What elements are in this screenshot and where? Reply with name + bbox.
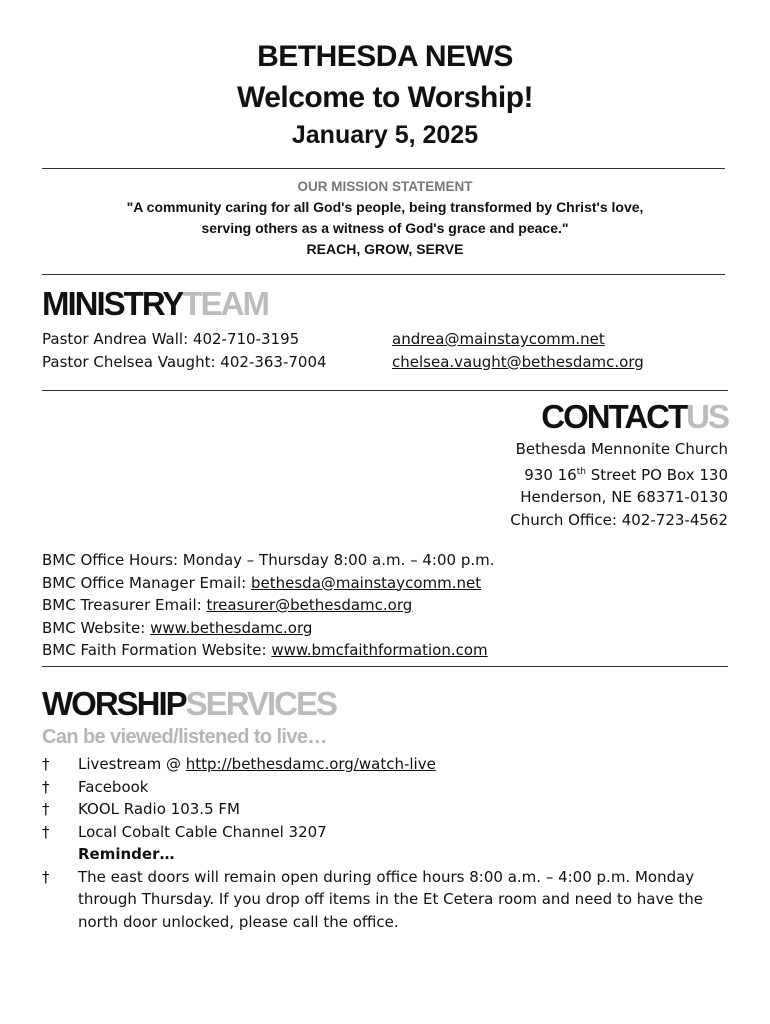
reminder-label: Reminder… (78, 845, 175, 863)
heading-dark-part: CONTACT (541, 398, 687, 435)
city-state-zip: Henderson, NE 68371-0130 (520, 488, 728, 506)
cross-icon: † (42, 822, 50, 841)
heading-light-part: US (686, 398, 728, 435)
welcome-heading: Welcome to Worship! (236, 81, 534, 114)
divider (42, 168, 725, 169)
list-item: † Livestream @ http://bethesdamc.org/watch-live (42, 753, 732, 776)
mission-statement (0, 176, 770, 260)
reminder-text: The east doors will remain open during office hours 8:00 a.m. – 4:00 p.m. Monday through Thursday. If you drop off items in the Et Cetera room and need to have the north door unlocked, please call the office. (78, 867, 703, 931)
ministry-team-heading (42, 285, 268, 323)
church-office-phone: Church Office: 402-723-4562 (510, 510, 728, 529)
website-link[interactable]: www.bethesdamc.org (150, 618, 313, 637)
cross-icon: † (42, 800, 50, 818)
list-item: † Local Cobalt Cable Channel 3207 (42, 821, 732, 844)
faith-formation-website: BMC Faith Formation Website: www.bmcfaithformation.com (42, 641, 488, 659)
list-item: † Facebook (42, 776, 732, 799)
pastor-name-phone: Pastor Andrea Wall: 402-710-3195 (42, 330, 300, 348)
office-manager-email: BMC Office Manager Email: bethesda@mainstaycomm.net (42, 573, 482, 592)
list-item: † KOOL Radio 103.5 FM (42, 798, 732, 821)
pastor-email-link[interactable]: andrea@mainstaycomm.net (392, 330, 605, 348)
divider (42, 666, 728, 667)
email-link[interactable]: treasurer@bethesdamc.org (206, 596, 413, 614)
worship-services-heading (42, 685, 336, 723)
treasurer-email: BMC Treasurer Email: treasurer@bethesdamc.org (42, 596, 413, 614)
mission-motto: REACH, GROW, SERVE (306, 241, 464, 257)
mission-line: serving others as a witness of God's grace and peace." (201, 220, 569, 236)
contact-address (510, 438, 728, 531)
email-link[interactable]: bethesda@mainstaycomm.net (250, 573, 482, 592)
newsletter-date: January 5, 2025 (291, 121, 479, 149)
divider (42, 390, 728, 391)
cross-icon: † (42, 867, 50, 886)
newsletter-title: BETHESDA NEWS (257, 40, 513, 73)
heading-light-part: SERVICES (185, 685, 336, 722)
pastor-name-phone: Pastor Chelsea Vaught: 402-363-7004 (42, 352, 327, 371)
pastor-list (42, 328, 327, 373)
heading-dark-part: MINISTRY (42, 285, 183, 322)
divider (42, 274, 725, 275)
worship-list (42, 753, 732, 933)
cross-icon: † (42, 777, 50, 796)
office-hours: BMC Office Hours: Monday – Thursday 8:00 a.m. – 4:00 p.m. (42, 551, 495, 569)
heading-dark-part: WORSHIP (42, 685, 186, 722)
mission-heading: OUR MISSION STATEMENT (297, 179, 473, 194)
office-info (42, 549, 495, 662)
worship-subheading: Can be viewed/listened to live… (42, 726, 327, 748)
website-link[interactable]: www.bmcfaithformation.com (271, 641, 488, 659)
heading-light-part: TEAM (182, 285, 268, 322)
church-name: Bethesda Mennonite Church (515, 440, 728, 458)
livestream-link[interactable]: http://bethesdamc.org/watch-live (185, 755, 436, 773)
mission-line: "A community caring for all God's people, being transformed by Christ's love, (126, 199, 644, 215)
pastor-email-link[interactable]: chelsea.vaught@bethesdamc.org (392, 352, 644, 371)
website: BMC Website: www.bethesdamc.org (42, 618, 313, 637)
contact-us-heading (541, 398, 728, 436)
pastor-email-list (392, 328, 644, 373)
street-address: 930 16th Street PO Box 130 (524, 465, 728, 484)
list-item (42, 866, 732, 934)
cross-icon: † (42, 755, 50, 773)
